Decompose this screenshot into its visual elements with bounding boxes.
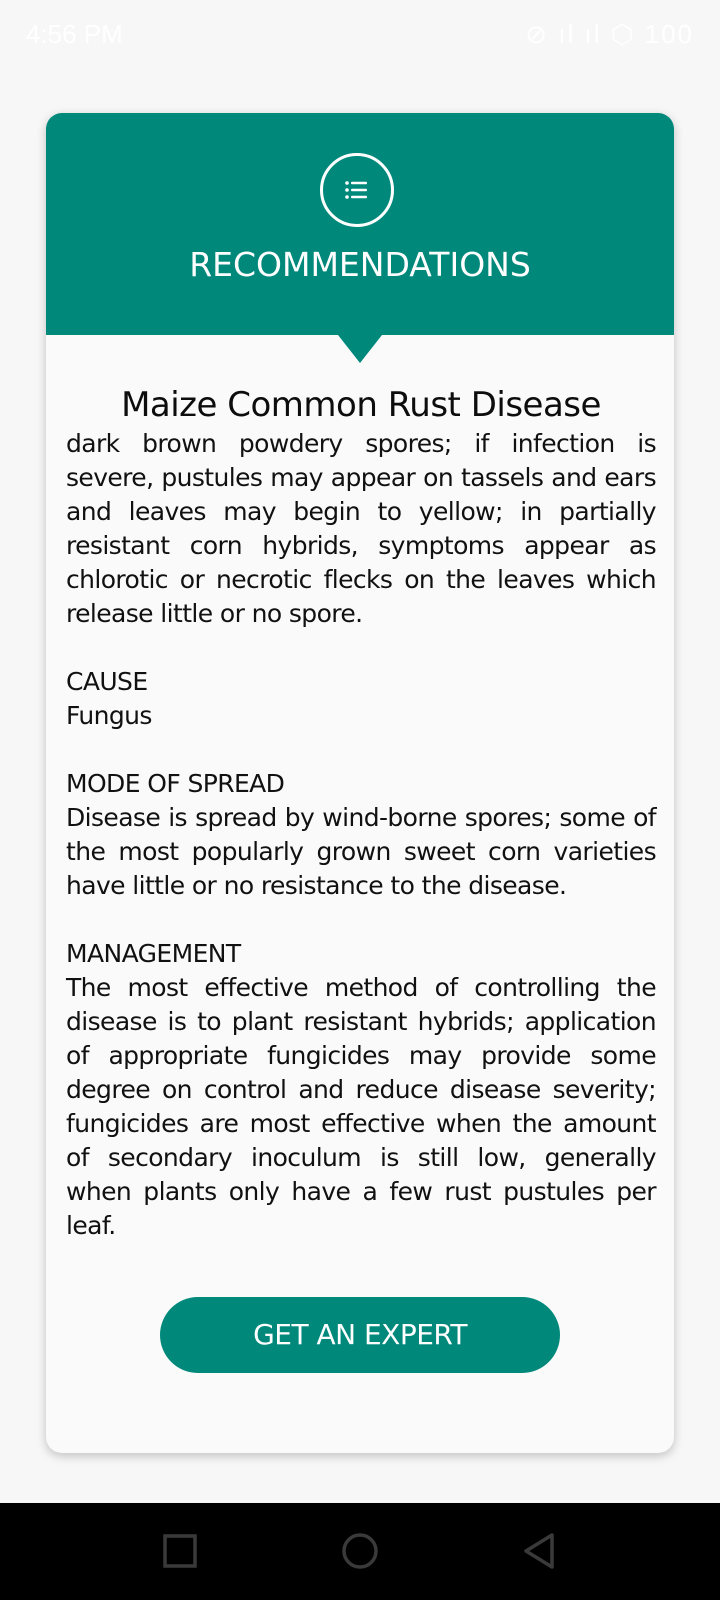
status-time: 4:56 PM	[26, 19, 123, 49]
status-icons: ⊘ ıl ıl ⬡ 100	[525, 19, 694, 49]
mode-of-spread-label: MODE OF SPREAD	[66, 769, 285, 798]
circle-icon[interactable]	[340, 1531, 380, 1571]
header-title: RECOMMENDATIONS	[189, 245, 531, 284]
cause-label: CAUSE	[66, 667, 148, 696]
card-header	[46, 113, 674, 335]
management-value: The most effective method of controlling the disease is to plant resistant hybrids; application of appropriate fungicides may provide some degree on control and reduce disease severity; fungicides are most effective when the amount of secondary inoculum is still low, generally when plants only have a few rust pustules per leaf.	[66, 973, 656, 1240]
list-icon	[320, 153, 394, 227]
square-icon[interactable]	[160, 1531, 200, 1571]
navigation-bar	[0, 1503, 720, 1600]
triangle-back-icon[interactable]	[520, 1531, 560, 1571]
recommendation-card	[46, 113, 674, 1453]
management-label: MANAGEMENT	[66, 939, 241, 968]
disease-title: Maize Common Rust Disease	[121, 385, 601, 425]
card-content	[66, 383, 656, 1243]
mode-of-spread-value: Disease is spread by wind-borne spores; some of the most popularly grown sweet corn varieties have little or no resistance to the disease.	[66, 803, 656, 900]
header-pointer	[338, 335, 382, 363]
status-bar	[0, 0, 720, 68]
cause-value: Fungus	[66, 701, 152, 730]
disease-description: dark brown powdery spores; if infection is severe, pustules may appear on tassels and ears and leaves may begin to yellow; in partially resistant corn hybrids, symptoms appear as chlorotic or necrotic flecks on the leaves which release little or no spore.	[66, 429, 656, 628]
get-expert-button[interactable]: GET AN EXPERT	[160, 1297, 560, 1373]
